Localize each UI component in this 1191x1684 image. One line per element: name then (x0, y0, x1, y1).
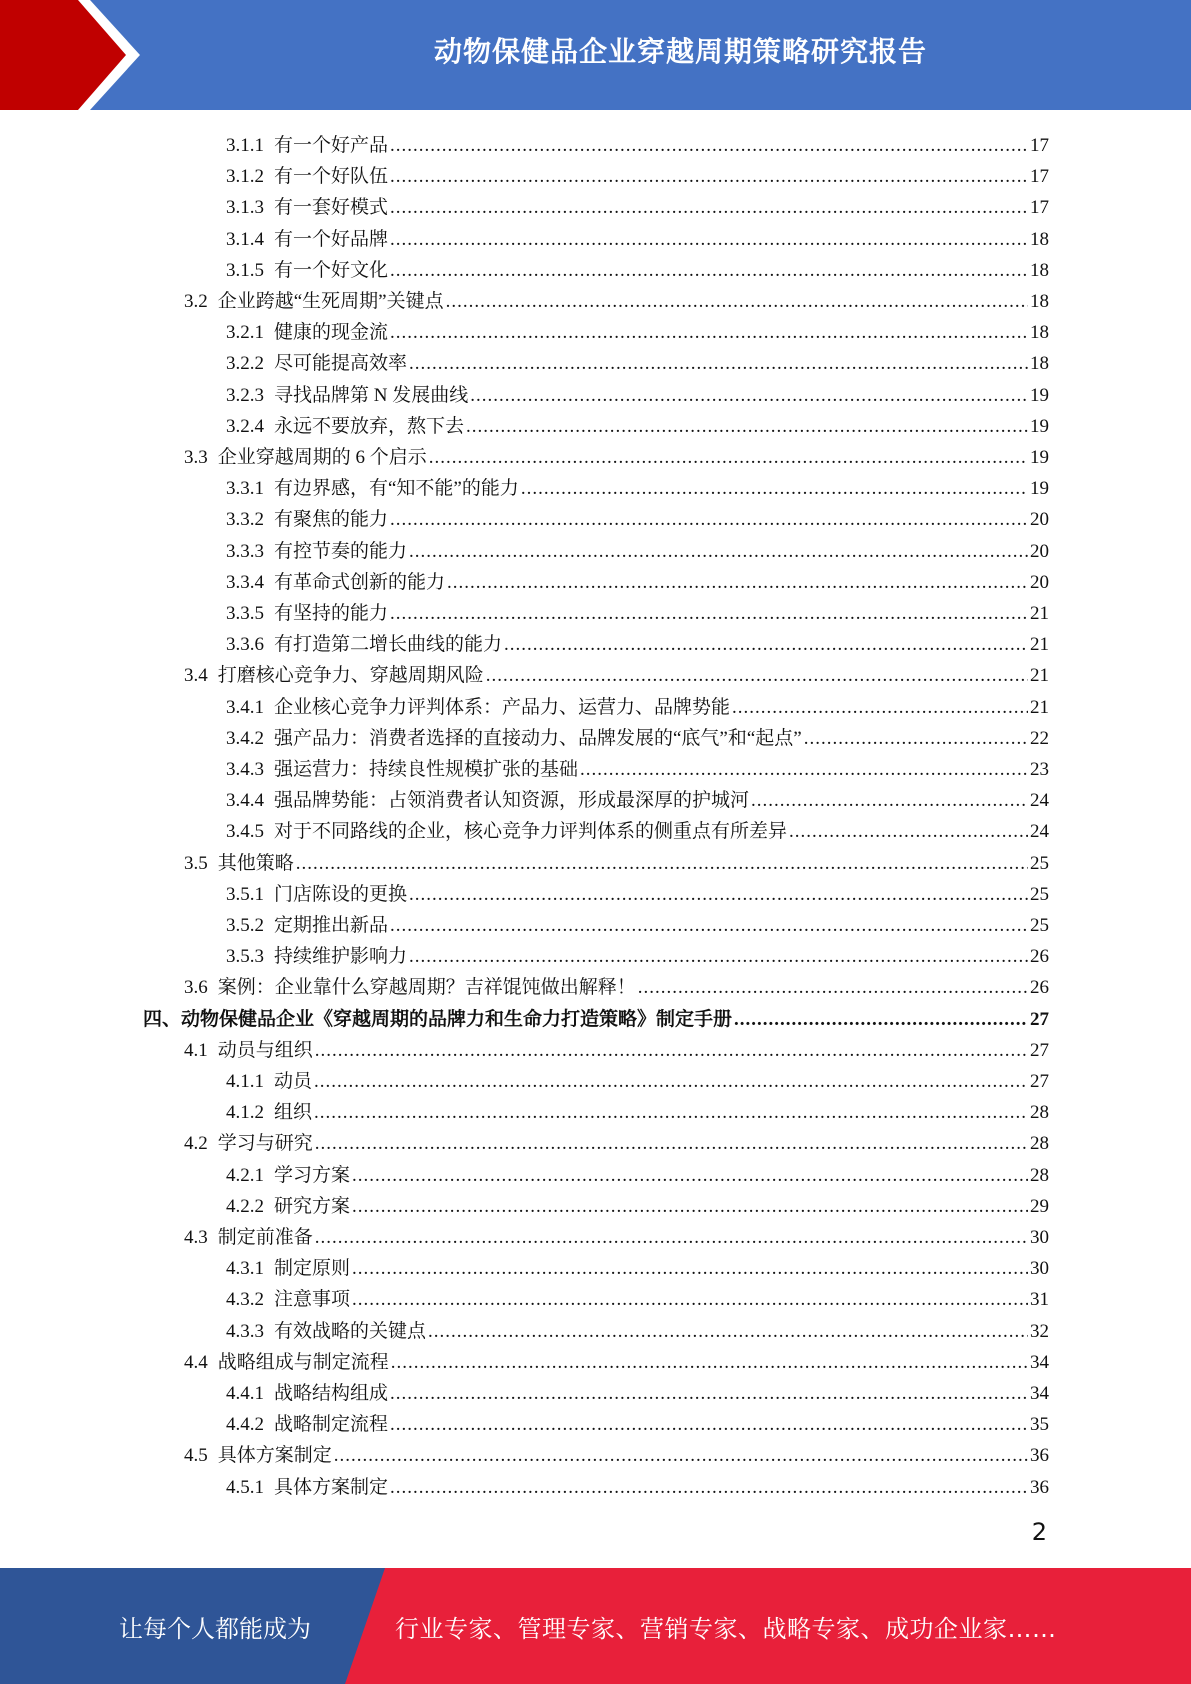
toc-leader-dots (334, 1444, 1028, 1468)
toc-entry-number: 3.5 (184, 852, 208, 874)
toc-entry-label (226, 477, 519, 501)
toc-entry-title: 门店陈设的更换 (274, 883, 408, 905)
toc-entry-page: 21 (1030, 634, 1049, 656)
toc-entry-page: 30 (1030, 1258, 1049, 1280)
toc-entry-number: 4.1.2 (226, 1102, 264, 1124)
toc-entry-title: 企业跨越“生死周期”关键点 (217, 291, 444, 312)
toc-entry-title: 学习与研究 (217, 1133, 313, 1155)
toc-entry-page: 24 (1030, 821, 1049, 843)
toc-leader-dots (390, 1413, 1028, 1437)
toc-entry-label (184, 976, 636, 1000)
toc-entry-number: 4.2.1 (226, 1164, 264, 1186)
toc-entry-label (226, 508, 388, 532)
toc-leader-dots (390, 196, 1028, 220)
toc-entry-title: 永远不要放弃，熬下去 (274, 415, 465, 437)
toc-entry[interactable] (226, 314, 1049, 345)
toc-entry-title: 注意事项 (274, 1289, 351, 1311)
toc-entry-title: 战略结构组成 (274, 1383, 389, 1404)
toc-leader-dots (447, 571, 1028, 595)
toc-entry-title: 有一个好品牌 (274, 228, 389, 250)
toc-entry[interactable] (226, 345, 1049, 376)
toc-entry-title: 健康的现金流 (274, 322, 389, 344)
toc-leader-dots (486, 664, 1028, 688)
toc-entry-number: 3.1.1 (226, 135, 264, 156)
toc-leader-dots (315, 1226, 1028, 1250)
report-title: 动物保健品企业穿越周期策略研究报告 (433, 35, 927, 68)
toc-entry-number: 4.5.1 (226, 1476, 264, 1498)
toc-entry-label (226, 384, 468, 408)
toc-entry-label (226, 134, 388, 158)
toc-leader-dots (390, 602, 1028, 626)
toc-entry-title: 有一个好产品 (274, 135, 389, 156)
toc-entry-label (226, 1288, 350, 1312)
toc-entry-title: 有一套好模式 (274, 197, 389, 219)
toc-entry[interactable] (226, 938, 1049, 969)
toc-leader-dots (390, 1476, 1028, 1500)
toc-leader-dots (751, 789, 1028, 813)
toc-entry-page: 34 (1030, 1351, 1049, 1373)
toc-entry-label (184, 446, 427, 470)
toc-entry-title: 具体方案制定 (274, 1476, 389, 1498)
toc-entry-number: 4.1 (184, 1039, 208, 1061)
toc-entry-label (226, 789, 749, 813)
toc-entry-number: 3.6 (184, 977, 208, 999)
toc-entry[interactable] (226, 501, 1049, 532)
toc-entry-title: 打磨核心竞争力、穿越周期风险 (217, 665, 484, 687)
toc-entry-number: 3.3.1 (226, 478, 264, 500)
toc-leader-dots (789, 820, 1028, 844)
toc-leader-dots (580, 758, 1028, 782)
toc-entry[interactable] (226, 1313, 1049, 1344)
toc-entry-page: 20 (1030, 540, 1049, 562)
toc-entry-title: 有打造第二增长曲线的能力 (274, 634, 503, 656)
toc-entry-number: 3.4.5 (226, 821, 264, 843)
toc-entry[interactable] (226, 1406, 1049, 1437)
toc-entry-number: 3.1.4 (226, 228, 264, 250)
toc-leader-dots (390, 1382, 1028, 1406)
toc-entry-title: 制定前准备 (217, 1227, 313, 1248)
toc-entry-page: 31 (1030, 1289, 1049, 1311)
page-header (0, 0, 1191, 110)
toc-entry-page: 18 (1030, 228, 1049, 250)
toc-entry[interactable] (226, 533, 1049, 564)
toc-entry-title: 有控节奏的能力 (274, 540, 408, 562)
toc-entry-title: 学习方案 (274, 1164, 351, 1186)
footer-slogan-left: 让每个人都能成为 (119, 1614, 311, 1643)
toc-entry-label (226, 1382, 388, 1406)
toc-leader-dots (470, 384, 1028, 408)
toc-entry[interactable] (184, 1125, 1049, 1156)
toc-entry-title: 强产品力：消费者选择的直接动力、品牌发展的“底气”和“起点” (274, 727, 802, 749)
toc-leader-dots (314, 1070, 1028, 1094)
toc-entry-number: 3.4.4 (226, 790, 264, 812)
toc-entry-label (184, 852, 294, 876)
toc-entry[interactable] (226, 1375, 1049, 1406)
toc-entry-page: 21 (1030, 696, 1049, 718)
toc-leader-dots (352, 1195, 1028, 1219)
toc-entry-title: 制定原则 (274, 1258, 351, 1280)
toc-entry[interactable] (226, 1188, 1049, 1219)
toc-entry-number: 3.3.2 (226, 509, 264, 531)
toc-entry-number: 4.1.1 (226, 1071, 264, 1092)
toc-entry-page: 27 (1030, 1039, 1049, 1061)
toc-entry-title: 有边界感，有“知不能”的能力 (274, 478, 519, 500)
toc-entry-label (226, 945, 407, 969)
toc-entry-title: 战略组成与制定流程 (217, 1351, 389, 1373)
toc-entry[interactable] (184, 1344, 1049, 1375)
toc-leader-dots (446, 290, 1028, 314)
toc-entry[interactable] (226, 595, 1049, 626)
toc-leader-dots (352, 1288, 1028, 1312)
toc-entry-number: 4.3.2 (226, 1289, 264, 1311)
toc-entry-label (184, 1351, 389, 1375)
toc-entry-page: 18 (1030, 353, 1049, 375)
toc-entry-page: 20 (1030, 509, 1049, 531)
toc-leader-dots (315, 1132, 1028, 1156)
toc-leader-dots (390, 134, 1028, 158)
toc-entry-label (226, 1413, 388, 1437)
toc-leader-dots (429, 446, 1028, 470)
toc-entry-page: 22 (1030, 727, 1049, 749)
toc-entry-title: 其他策略 (217, 852, 294, 874)
toc-entry-number: 3.2.2 (226, 353, 264, 375)
toc-entry-page: 29 (1030, 1195, 1049, 1217)
toc-entry-number: 3.4.3 (226, 759, 264, 780)
toc-entry-label (184, 664, 484, 688)
toc-entry-label (226, 1164, 350, 1188)
toc-leader-dots (409, 540, 1028, 564)
toc-entry-page: 26 (1030, 946, 1049, 968)
toc-entry-title: 研究方案 (274, 1195, 351, 1217)
toc-entry-label (226, 758, 578, 782)
toc-entry-page: 25 (1030, 852, 1049, 874)
toc-entry-page: 19 (1030, 447, 1049, 468)
toc-entry-number: 3.2 (184, 291, 208, 312)
toc-leader-dots (390, 508, 1028, 532)
toc-entry[interactable] (226, 689, 1049, 720)
toc-entry-page: 17 (1030, 166, 1049, 188)
toc-entry[interactable] (226, 252, 1049, 283)
toc-entry-number: 3.2.1 (226, 322, 264, 344)
toc-entry-label (184, 1226, 313, 1250)
toc-entry-page: 26 (1030, 977, 1049, 999)
toc-entry-number: 4.4.2 (226, 1414, 264, 1436)
toc-entry-page: 21 (1030, 603, 1049, 624)
toc-entry-page: 27 (1030, 1071, 1049, 1092)
toc-entry[interactable] (184, 439, 1049, 470)
toc-entry[interactable] (226, 1281, 1049, 1312)
toc-entry[interactable] (226, 907, 1049, 938)
toc-entry-title: 动员 (274, 1071, 313, 1092)
toc-entry-title: 组织 (274, 1102, 313, 1124)
toc-leader-dots (352, 1257, 1028, 1281)
toc-entry-page: 18 (1030, 259, 1049, 281)
toc-entry-title: 案例：企业靠什么穿越周期？吉祥馄饨做出解释！ (217, 977, 636, 999)
toc-entry-page: 19 (1030, 384, 1049, 406)
toc-entry-label (226, 1257, 350, 1281)
toc-entry-label (226, 352, 407, 376)
toc-leader-dots (409, 945, 1028, 969)
toc-entry-number: 4.3.3 (226, 1320, 264, 1342)
toc-entry-label (226, 540, 407, 564)
toc-entry-title: 四、动物保健品企业《穿越周期的品牌力和生命力打造策略》制定手册 (143, 1008, 733, 1030)
header-arrow-decoration (0, 0, 170, 110)
toc-leader-dots (315, 1039, 1028, 1063)
toc-entry-page: 35 (1030, 1414, 1049, 1436)
toc-entry-page: 30 (1030, 1227, 1049, 1248)
toc-entry-label (226, 415, 464, 439)
toc-entry-page: 27 (1030, 1008, 1049, 1030)
footer-slogan-right: 行业专家、管理专家、营销专家、战略专家、成功企业家…… (395, 1614, 1057, 1643)
toc-entry-page: 19 (1030, 478, 1049, 500)
toc-entry-number: 3.3.3 (226, 540, 264, 562)
toc-entry-page: 18 (1030, 291, 1049, 312)
toc-entry-page: 28 (1030, 1164, 1049, 1186)
toc-leader-dots (804, 727, 1028, 751)
toc-entry[interactable] (184, 283, 1049, 314)
toc-leader-dots (390, 914, 1028, 938)
toc-entry[interactable] (226, 1063, 1049, 1094)
toc-leader-dots (734, 1008, 1028, 1032)
toc-entry[interactable] (226, 1469, 1049, 1500)
toc-leader-dots (390, 259, 1028, 283)
toc-entry-title: 尽可能提高效率 (274, 353, 408, 375)
toc-entry-page: 25 (1030, 883, 1049, 905)
toc-entry-page: 20 (1030, 571, 1049, 593)
toc-entry-page: 21 (1030, 665, 1049, 687)
toc-entry-number: 3.4.1 (226, 696, 264, 718)
toc-entry-number: 3.5.2 (226, 915, 264, 936)
toc-entry-number: 4.2.2 (226, 1195, 264, 1217)
toc-entry-label (143, 1008, 732, 1032)
toc-entry-number: 3.5.1 (226, 883, 264, 905)
toc-entry-label (184, 290, 444, 314)
toc-entry[interactable] (226, 127, 1049, 158)
toc-leader-dots (638, 976, 1028, 1000)
toc-entry[interactable] (184, 969, 1049, 1000)
toc-entry-page: 17 (1030, 197, 1049, 219)
toc-entry-page: 19 (1030, 415, 1049, 437)
toc-entry-number: 3.1.5 (226, 259, 264, 281)
toc-entry-label (226, 1070, 312, 1094)
toc-entry-page: 28 (1030, 1102, 1049, 1124)
toc-entry-number: 4.4 (184, 1351, 208, 1373)
toc-entry-page: 28 (1030, 1133, 1049, 1155)
toc-entry[interactable] (184, 1437, 1049, 1468)
toc-entry-title: 动员与组织 (217, 1039, 313, 1061)
toc-entry[interactable] (226, 626, 1049, 657)
toc-entry-page: 18 (1030, 322, 1049, 344)
toc-leader-dots (428, 1320, 1028, 1344)
toc-entry[interactable] (226, 408, 1049, 439)
toc-entry-number: 3.1.3 (226, 197, 264, 219)
toc-leader-dots (391, 1351, 1028, 1375)
toc-leader-dots (732, 696, 1028, 720)
toc-entry-label (226, 820, 787, 844)
toc-entry-label (226, 196, 388, 220)
toc-entry-page: 25 (1030, 915, 1049, 936)
toc-entry-label (226, 228, 388, 252)
toc-entry-page: 36 (1030, 1445, 1049, 1467)
page-number: 2 (1031, 1518, 1047, 1546)
toc-entry-page: 32 (1030, 1320, 1049, 1342)
toc-entry-number: 3.3.5 (226, 603, 264, 624)
toc-entry-label (226, 1320, 426, 1344)
toc-entry-label (226, 602, 388, 626)
toc-entry[interactable] (226, 782, 1049, 813)
toc-entry-title: 有一个好队伍 (274, 166, 389, 188)
toc-entry[interactable] (226, 813, 1049, 844)
toc-entry-label (226, 571, 445, 595)
toc-entry[interactable] (143, 1001, 1049, 1032)
toc-entry-label (184, 1132, 313, 1156)
toc-entry-page: 17 (1030, 135, 1049, 156)
toc-entry-number: 4.3.1 (226, 1258, 264, 1280)
toc-entry[interactable] (226, 221, 1049, 252)
toc-entry[interactable] (226, 720, 1049, 751)
toc-entry-title: 强品牌势能：占领消费者认知资源，形成最深厚的护城河 (274, 790, 750, 812)
toc-entry-title: 企业穿越周期的 6 个启示 (217, 447, 427, 468)
toc-leader-dots (390, 165, 1028, 189)
toc-entry[interactable] (184, 657, 1049, 688)
toc-entry[interactable] (184, 1032, 1049, 1063)
toc-entry-number: 4.5 (184, 1445, 208, 1467)
toc-entry-label (184, 1039, 313, 1063)
toc-entry[interactable] (226, 470, 1049, 501)
toc-entry[interactable] (226, 158, 1049, 189)
toc-leader-dots (409, 352, 1028, 376)
toc-entry-title: 有效战略的关键点 (274, 1320, 427, 1342)
toc-entry-title: 寻找品牌第 N 发展曲线 (274, 384, 469, 406)
toc-entry-title: 有革命式创新的能力 (274, 571, 446, 593)
toc-entry-page: 34 (1030, 1383, 1049, 1404)
toc-entry[interactable] (226, 1094, 1049, 1125)
toc-entry-label (226, 696, 730, 720)
toc-leader-dots (409, 883, 1028, 907)
toc-leader-dots (521, 477, 1028, 501)
toc-entry-number: 4.4.1 (226, 1383, 264, 1404)
toc-entry-label (226, 727, 802, 751)
toc-entry-page: 23 (1030, 759, 1049, 780)
toc-entry-title: 战略制定流程 (274, 1414, 389, 1436)
toc-entry-label (226, 914, 388, 938)
toc-leader-dots (314, 1101, 1028, 1125)
toc-entry-label (226, 1195, 350, 1219)
toc-entry-label (226, 1476, 388, 1500)
toc-leader-dots (352, 1164, 1028, 1188)
toc-entry-title: 强运营力：持续良性规模扩张的基础 (274, 759, 579, 780)
toc-entry-title: 有坚持的能力 (274, 603, 389, 624)
toc-entry-number: 3.1.2 (226, 166, 264, 188)
page-footer (0, 1568, 1191, 1684)
toc-entry-page: 36 (1030, 1476, 1049, 1498)
toc-entry-page: 24 (1030, 790, 1049, 812)
toc-entry[interactable] (226, 564, 1049, 595)
toc-entry-number: 3.4.2 (226, 727, 264, 749)
toc-entry[interactable] (184, 1219, 1049, 1250)
toc-leader-dots (296, 852, 1028, 876)
toc-leader-dots (390, 228, 1028, 252)
toc-entry-label (226, 633, 502, 657)
toc-entry-title: 有聚焦的能力 (274, 509, 389, 531)
toc-entry-title: 持续维护影响力 (274, 946, 408, 968)
toc-leader-dots (390, 321, 1028, 345)
toc-entry[interactable] (226, 876, 1049, 907)
toc-entry-label (226, 1101, 312, 1125)
toc-entry-title: 企业核心竞争力评判体系：产品力、运营力、品牌势能 (274, 696, 731, 718)
toc-leader-dots (466, 415, 1028, 439)
toc-entry-number: 3.5.3 (226, 946, 264, 968)
toc-entry-number: 3.2.3 (226, 384, 264, 406)
toc-entry-label (226, 165, 388, 189)
toc-entry-number: 3.3 (184, 447, 208, 468)
toc-leader-dots (504, 633, 1028, 657)
toc-entry-title: 对于不同路线的企业，核心竞争力评判体系的侧重点有所差异 (274, 821, 788, 843)
toc-entry-label (184, 1444, 332, 1468)
toc-entry[interactable] (184, 845, 1049, 876)
toc-entry-number: 3.3.6 (226, 634, 264, 656)
toc-entry[interactable] (226, 1250, 1049, 1281)
toc-entry-title: 有一个好文化 (274, 259, 389, 281)
toc-entry-number: 4.2 (184, 1133, 208, 1155)
toc-entry-title: 具体方案制定 (217, 1445, 332, 1467)
toc-entry-label (226, 259, 388, 283)
toc-entry-number: 3.3.4 (226, 571, 264, 593)
toc-entry-number: 4.3 (184, 1227, 208, 1248)
toc-entry-number: 3.2.4 (226, 415, 264, 437)
toc-entry[interactable] (226, 1157, 1049, 1188)
toc-entry[interactable] (226, 751, 1049, 782)
toc-entry-label (226, 321, 388, 345)
toc-entry[interactable] (226, 189, 1049, 220)
toc-entry[interactable] (226, 377, 1049, 408)
toc-entry-title: 定期推出新品 (274, 915, 389, 936)
toc-entry-number: 3.4 (184, 665, 208, 687)
toc-entry-label (226, 883, 407, 907)
